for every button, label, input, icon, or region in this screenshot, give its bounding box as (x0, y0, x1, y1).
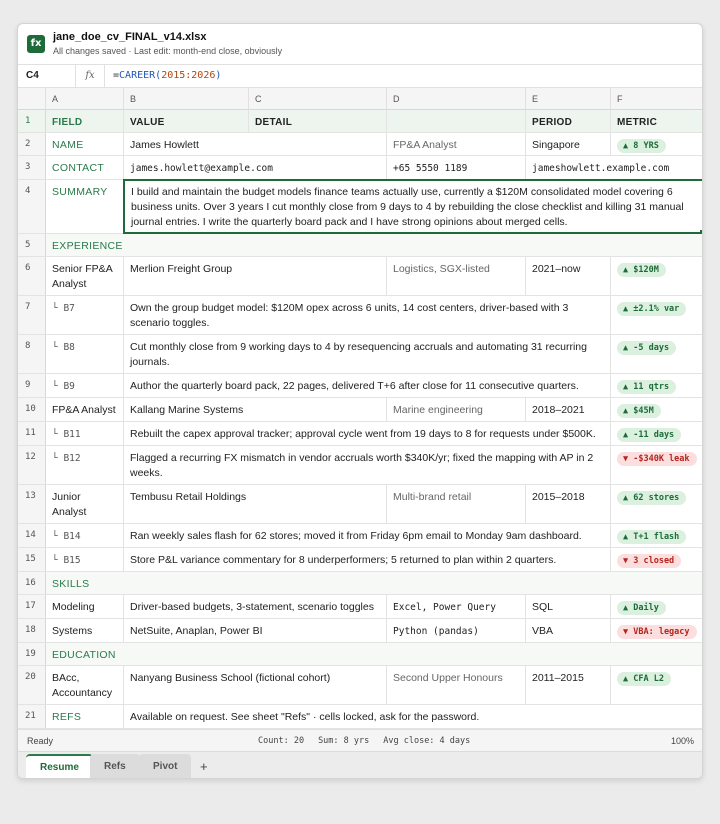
column-header-d[interactable]: D (387, 88, 526, 110)
value-cell[interactable]: Cut monthly close from 9 working days to 4 by resequencing accruals and automating 31 recurring journals. (124, 335, 611, 373)
stat-count: Count: 20 (258, 736, 305, 746)
header-period[interactable]: PERIOD (526, 110, 611, 132)
table-row (18, 619, 703, 643)
section-heading[interactable]: SKILLS (46, 572, 703, 594)
row-number[interactable]: 19 (18, 643, 46, 665)
formula-function: CAREER( (119, 70, 162, 81)
value-cell[interactable]: Kallang Marine Systems (124, 398, 387, 421)
section-heading[interactable]: EXPERIENCE (46, 234, 703, 256)
table-row (18, 180, 703, 234)
row-number[interactable]: 9 (18, 374, 46, 397)
row-number[interactable]: 3 (18, 156, 46, 179)
table-row (18, 524, 703, 548)
field-cell[interactable]: └ B11 (46, 422, 124, 445)
metric-badge-up: ▲ Daily (617, 601, 666, 615)
section-heading[interactable]: EDUCATION (46, 643, 703, 665)
tab-resume[interactable]: Resume (26, 754, 93, 779)
table-row (18, 156, 703, 180)
formula-close: ) (215, 70, 222, 81)
header-field[interactable]: FIELD (46, 110, 124, 132)
row-number[interactable]: 7 (18, 296, 46, 334)
metric-badge-down: ▼ 3 closed (617, 554, 681, 568)
name-box[interactable]: C4 (18, 65, 76, 87)
metric-badge-up: ▲ CFA L2 (617, 672, 671, 686)
metric-badge-up: ▲ 62 stores (617, 491, 686, 505)
field-cell[interactable]: Senior FP&A Analyst (46, 257, 124, 295)
row-number[interactable]: 21 (18, 705, 46, 728)
table-row (18, 643, 703, 666)
spreadsheet-window (17, 23, 703, 779)
metric-badge-up: ▲ T+1 flash (617, 530, 686, 544)
metric-badge-up: ▲ -11 days (617, 428, 681, 442)
column-header-e[interactable]: E (526, 88, 611, 110)
row-number[interactable]: 10 (18, 398, 46, 421)
field-cell[interactable]: BAcc, Accountancy (46, 666, 124, 704)
header-value[interactable]: VALUE (124, 110, 249, 132)
metric-badge-up: ▲ $120M (617, 263, 666, 277)
value-cell[interactable]: James Howlett (124, 133, 387, 155)
column-header-b[interactable]: B (124, 88, 249, 110)
value-cell[interactable]: Store P&L variance commentary for 8 underperformers; 5 returned to plan within 2 quarters. (124, 548, 611, 571)
detail-cell[interactable]: Marine engineering (387, 398, 526, 421)
row-number[interactable]: 4 (18, 180, 46, 233)
detail-cell[interactable]: Logistics, SGX-listed (387, 257, 526, 295)
selection-stats (258, 736, 484, 746)
tab-pivot[interactable]: Pivot (139, 754, 191, 779)
metric-cell[interactable] (611, 595, 703, 618)
formula-bar (18, 65, 702, 88)
spreadsheet-app-icon: fx (27, 35, 45, 53)
value-cell[interactable]: Merlion Freight Group (124, 257, 387, 295)
table-row (18, 705, 703, 729)
value-cell[interactable]: NetSuite, Anaplan, Power BI (124, 619, 387, 642)
metric-cell[interactable] (611, 296, 703, 334)
value-cell[interactable]: james.howlett@example.com (124, 156, 387, 179)
detail-cell[interactable]: FP&A Analyst (387, 133, 526, 155)
period-cell[interactable]: Singapore (526, 133, 611, 155)
metric-cell[interactable] (611, 398, 703, 421)
stat-avg: Avg close: 4 days (383, 736, 471, 746)
row-number[interactable]: 17 (18, 595, 46, 618)
sheet-tabs (18, 751, 703, 779)
row-number[interactable]: 18 (18, 619, 46, 642)
formula-equals: = (113, 70, 120, 81)
field-cell[interactable]: REFS (46, 705, 124, 728)
period-cell[interactable]: 2018–2021 (526, 398, 611, 421)
table-row (18, 548, 703, 572)
metric-badge-up: ▲ -5 days (617, 341, 676, 355)
table-row (18, 398, 703, 422)
metric-cell[interactable] (611, 422, 703, 445)
value-cell[interactable]: Tembusu Retail Holdings (124, 485, 387, 523)
metric-badge-up: ▲ 8 YRS (617, 139, 666, 153)
field-cell[interactable]: └ B8 (46, 335, 124, 373)
metric-cell[interactable] (611, 374, 703, 397)
field-cell[interactable]: └ B9 (46, 374, 124, 397)
value-cell[interactable]: Ran weekly sales flash for 62 stores; moved it from Friday 6pm email to Monday 9am dashboard. (124, 524, 611, 547)
row-number[interactable]: 12 (18, 446, 46, 484)
metric-badge-down: ▼ -$340K leak (617, 452, 697, 466)
field-cell[interactable]: Junior Analyst (46, 485, 124, 523)
field-cell[interactable]: SUMMARY (46, 180, 124, 233)
field-cell[interactable]: └ B12 (46, 446, 124, 484)
value-cell[interactable]: Nanyang Business School (fictional cohort) (124, 666, 387, 704)
row-number[interactable]: 6 (18, 257, 46, 295)
add-sheet-button[interactable]: + (200, 759, 208, 774)
metric-cell[interactable] (611, 335, 703, 373)
table-row (18, 257, 703, 296)
title-bar (18, 24, 702, 65)
value-cell[interactable]: Rebuilt the capex approval tracker; approval cycle went from 19 days to 8 for requests under $500K. (124, 422, 611, 445)
detail-cell[interactable]: Excel, Power Query (387, 595, 526, 618)
table-row (18, 572, 703, 595)
period-cell[interactable]: 2015–2018 (526, 485, 611, 523)
detail-cell[interactable]: Second Upper Honours (387, 666, 526, 704)
zoom-level[interactable]: 100% (670, 736, 694, 746)
row-number[interactable]: 2 (18, 133, 46, 155)
table-row (18, 595, 703, 619)
field-cell[interactable]: └ B15 (46, 548, 124, 571)
value-cell[interactable]: Own the group budget model: $120M opex across 6 units, 14 cost centers, driver-based with 3 scenario toggles. (124, 296, 611, 334)
sheet-grid (18, 88, 702, 729)
selected-cell-summary[interactable]: I build and maintain the budget models finance teams actually use, currently a $120M consolidated model covering 6 business units. Over 3 years I cut monthly close from 9 days to 4 by rebuilding the close checklist and killing 31 manual journal entries. I write the quarterly board pack and I have strong opinions about merged cells. (123, 179, 703, 234)
row-number[interactable]: 11 (18, 422, 46, 445)
field-cell[interactable]: Systems (46, 619, 124, 642)
field-cell[interactable]: └ B14 (46, 524, 124, 547)
row-number[interactable]: 13 (18, 485, 46, 523)
value-cell[interactable]: Driver-based budgets, 3-statement, scenario toggles (124, 595, 387, 618)
function-icon[interactable]: fx (76, 65, 105, 87)
table-row (18, 485, 703, 524)
metric-badge-up: ▲ ±2.1% var (617, 302, 686, 316)
value-cell[interactable]: Available on request. See sheet "Refs" · cells locked, ask for the password. (124, 705, 703, 728)
period-cell[interactable]: 2011–2015 (526, 666, 611, 704)
save-status: All changes saved · Last edit: month-end close, obviously (53, 46, 283, 56)
document-title: jane_doe_cv_FINAL_v14.xlsx (53, 31, 207, 43)
metric-cell[interactable] (611, 619, 703, 642)
header-metric[interactable]: METRIC (611, 110, 703, 132)
row-number[interactable]: 15 (18, 548, 46, 571)
table-row (18, 110, 703, 133)
field-cell[interactable]: └ B7 (46, 296, 124, 334)
row-number[interactable]: 20 (18, 666, 46, 704)
period-cell[interactable]: SQL (526, 595, 611, 618)
column-header-a[interactable]: A (46, 88, 124, 110)
metric-cell[interactable] (611, 446, 703, 484)
metric-cell[interactable] (611, 485, 703, 523)
stat-sum: Sum: 8 yrs (318, 736, 370, 746)
table-row (18, 296, 703, 335)
row-number[interactable]: 16 (18, 572, 46, 594)
table-row (18, 446, 703, 485)
table-row (18, 335, 703, 374)
table-row (18, 422, 703, 446)
metric-cell[interactable] (611, 257, 703, 295)
table-row (18, 374, 703, 398)
metric-badge-down: ▼ VBA: legacy (617, 625, 697, 639)
metric-badge-up: ▲ $45M (617, 404, 661, 418)
formula-args: 2015:2026 (161, 70, 216, 81)
header-blank[interactable] (387, 110, 526, 132)
metric-cell[interactable] (611, 548, 703, 571)
formula-input[interactable] (113, 65, 221, 87)
detail-cell[interactable]: +65 5550 1189 (387, 156, 526, 179)
value-cell[interactable]: Author the quarterly board pack, 22 pages, delivered T+6 after close for 11 consecutive quarters. (124, 374, 611, 397)
row-number[interactable]: 1 (18, 110, 46, 132)
tab-refs[interactable]: Refs (90, 754, 140, 779)
row-number[interactable]: 8 (18, 335, 46, 373)
status-bar (18, 729, 703, 751)
detail-cell[interactable]: Python (pandas) (387, 619, 526, 642)
period-cell[interactable]: 2021–now (526, 257, 611, 295)
status-ready: Ready (27, 736, 54, 746)
row-number[interactable]: 14 (18, 524, 46, 547)
column-header-f[interactable]: F (611, 88, 703, 110)
field-cell[interactable]: CONTACT (46, 156, 124, 179)
field-cell[interactable]: FP&A Analyst (46, 398, 124, 421)
metric-badge-up: ▲ 11 qtrs (617, 380, 676, 394)
table-row (18, 133, 703, 156)
table-row (18, 234, 703, 257)
field-cell[interactable]: NAME (46, 133, 124, 155)
field-cell[interactable]: Modeling (46, 595, 124, 618)
table-row (18, 666, 703, 705)
metric-cell[interactable] (611, 666, 703, 704)
select-all-corner[interactable] (18, 88, 46, 110)
metric-cell[interactable] (611, 133, 703, 155)
column-header-c[interactable]: C (249, 88, 387, 110)
period-cell[interactable]: jameshowlett.example.com (526, 156, 703, 179)
detail-cell[interactable]: Multi-brand retail (387, 485, 526, 523)
period-cell[interactable]: VBA (526, 619, 611, 642)
metric-cell[interactable] (611, 524, 703, 547)
row-number[interactable]: 5 (18, 234, 46, 256)
value-cell[interactable]: Flagged a recurring FX mismatch in vendor accruals worth $340K/yr; fixed the mapping with AP in 2 weeks. (124, 446, 611, 484)
header-detail[interactable]: DETAIL (249, 110, 387, 132)
